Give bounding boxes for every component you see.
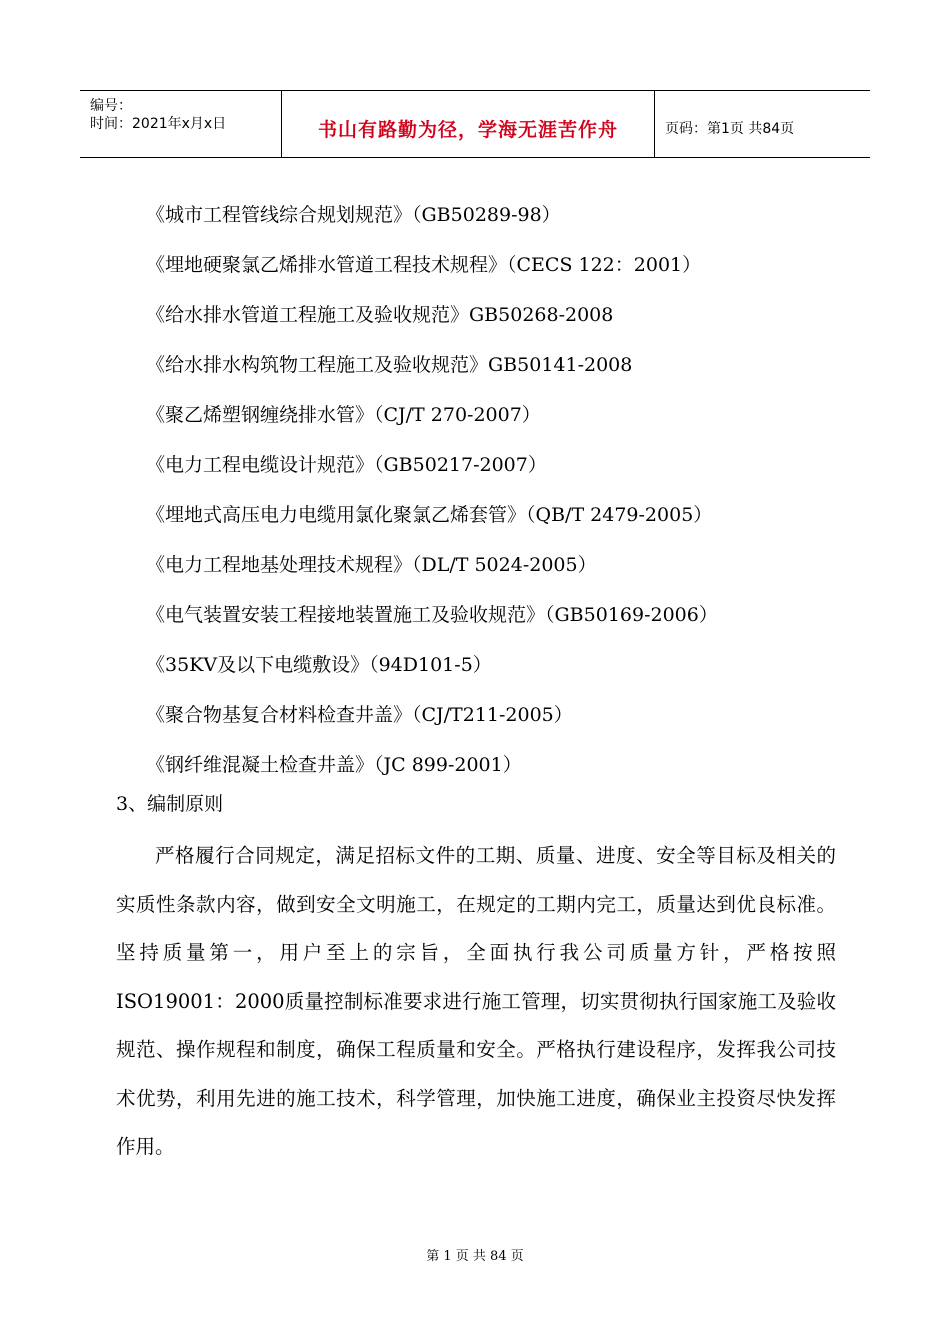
reference-item: 《给水排水构筑物工程施工及验收规范》GB50141-2008 [146,354,633,376]
reference-item: 《聚合物基复合材料检查井盖》（CJ/T211-2005） [146,704,573,726]
page-header [80,90,870,158]
reference-item: 《埋地式高压电力电缆用氯化聚氯乙烯套管》（QB/T 2479-2005） [146,504,713,526]
header-page-info: 页码：第1页 共84页 [665,121,795,137]
reference-item: 《电力工程地基处理技术规程》（DL/T 5024-2005） [146,554,597,576]
header-motto-cell [282,91,655,157]
page-footer: 第 1 页 共 84 页 [426,1249,524,1264]
header-page-cell [655,91,870,157]
reference-item: 《城市工程管线综合规划规范》（GB50289-98） [146,204,561,226]
reference-item: 《聚乙烯塑钢缠绕排水管》（CJ/T 270-2007） [146,404,541,426]
document-number-label: 编号： [90,98,132,114]
header-meta-cell [80,91,282,157]
section-paragraph: 严格履行合同规定，满足招标文件的工期、质量、进度、安全等目标及相关的实质性条款内容，做到安全文明施工，在规定的工期内完工，质量达到优良标准。坚持质量第一，用户至上的宗旨，全面执行我公司质量方针，严格按照ISO19001：2000质量控制标准要求进行施工管理，切实贯彻执行国家施工及验收规范、操作规程和制度，确保工程质量和安全。严格执行建设程序，发挥我公司技术优势，利用先进的施工技术，科学管理，加快施工进度，确保业主投资尽快发挥作用。 [116,844,836,1158]
reference-standards-list [146,190,718,790]
reference-item: 《电气装置安装工程接地装置施工及验收规范》（GB50169-2006） [146,604,718,626]
header-motto: 书山有路勤为径，学海无涯苦作舟 [317,119,618,141]
reference-item: 《电力工程电缆设计规范》（GB50217-2007） [146,454,547,476]
reference-item: 《35KV及以下电缆敷设》（94D101-5） [146,654,492,676]
document-time-label: 时间：2021年x月x日 [90,116,227,132]
reference-item: 《埋地硬聚氯乙烯排水管道工程技术规程》（CECS 122：2001） [146,254,702,276]
reference-item: 《给水排水管道工程施工及验收规范》GB50268-2008 [146,304,614,326]
reference-item: 《钢纤维混凝土检查井盖》（JC 899-2001） [146,754,522,776]
section-heading: 3、编制原则 [116,793,224,815]
